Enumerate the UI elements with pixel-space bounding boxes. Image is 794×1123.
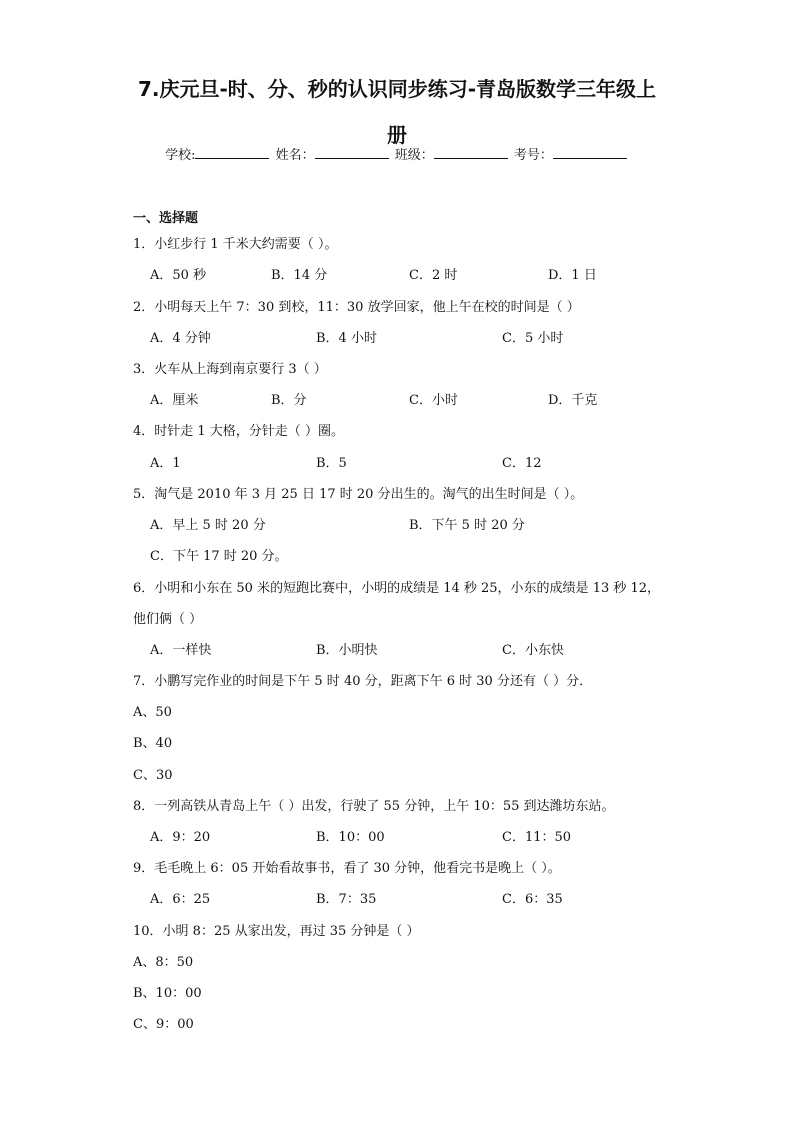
q5-option-a[interactable]: A．早上 5 时 20 分 — [150, 518, 266, 533]
q3-option-a[interactable]: A．厘米 — [150, 393, 199, 408]
number-label: 考号： — [513, 148, 553, 163]
q2-option-a[interactable]: A．4 分钟 — [150, 331, 211, 346]
q6-option-c[interactable]: C．小东快 — [502, 643, 564, 658]
q8-option-c[interactable]: C．11：50 — [502, 830, 572, 845]
question-2: 2．小明每天上午 7：30 到校，11：30 放学回家，他上午在校的时间是（ ） — [133, 300, 580, 315]
q10-option-b[interactable]: B、10：00 — [133, 986, 202, 1001]
title-line-2: 册 — [387, 123, 407, 147]
q10-option-a[interactable]: A、8：50 — [133, 955, 194, 970]
name-label: 姓名： — [275, 148, 315, 163]
q8-option-b[interactable]: B．10：00 — [316, 830, 385, 845]
question-9: 9．毛毛晚上 6：05 开始看故事书，看了 30 分钟，他看完书是晚上（ ）。 — [133, 861, 561, 876]
question-4: 4．时针走 1 大格，分针走（ ）圈。 — [133, 424, 344, 439]
q6-option-a[interactable]: A．一样快 — [150, 643, 212, 658]
question-3: 3．火车从上海到南京要行 3（ ） — [133, 362, 327, 377]
q3-option-d[interactable]: D．千克 — [548, 393, 598, 408]
q2-option-c[interactable]: C．5 小时 — [502, 331, 564, 346]
q1-option-c[interactable]: C．2 时 — [409, 268, 458, 283]
q2-option-b[interactable]: B．4 小时 — [316, 331, 377, 346]
question-5: 5．淘气是 2010 年 3 月 25 日 17 时 20 分出生的。淘气的出生时间是（ ）。 — [133, 487, 584, 502]
q3-option-b[interactable]: B．分 — [271, 393, 307, 408]
school-label: 学校: — [165, 148, 196, 163]
q1-option-d[interactable]: D．1 日 — [548, 268, 597, 283]
name-blank[interactable] — [315, 146, 389, 159]
q4-option-a[interactable]: A．1 — [150, 456, 181, 471]
q9-option-b[interactable]: B．7：35 — [316, 892, 377, 907]
question-6-cont: 他们俩（ ） — [133, 612, 203, 627]
q7-option-a[interactable]: A、50 — [133, 705, 172, 720]
section-heading: 一、选择题 — [133, 211, 199, 226]
q8-option-a[interactable]: A．9：20 — [150, 830, 211, 845]
number-blank[interactable] — [553, 146, 627, 159]
q10-option-c[interactable]: C、9：00 — [133, 1017, 194, 1032]
title-line-1: 7.庆元旦-时、分、秒的认识同步练习-青岛版数学三年级上 — [137, 77, 657, 101]
q7-option-c[interactable]: C、30 — [133, 768, 173, 783]
q3-option-c[interactable]: C．小时 — [409, 393, 458, 408]
question-8: 8．一列高铁从青岛上午（ ）出发，行驶了 55 分钟，上午 10：55 到达潍坊东站。 — [133, 799, 615, 814]
class-blank[interactable] — [434, 146, 508, 159]
class-label: 班级： — [394, 148, 434, 163]
q7-option-b[interactable]: B、40 — [133, 736, 173, 751]
q9-option-c[interactable]: C．6：35 — [502, 892, 563, 907]
question-7: 7．小鹏写完作业的时间是下午 5 时 40 分，距离下午 6 时 30 分还有（ ）分． — [133, 674, 593, 689]
question-6: 6．小明和小东在 50 米的短跑比赛中，小明的成绩是 14 秒 25，小东的成绩是 13 秒 12， — [133, 581, 661, 596]
question-10: 10．小明 8：25 从家出发，再过 35 分钟是（ ） — [133, 924, 420, 939]
q9-option-a[interactable]: A．6：25 — [150, 892, 211, 907]
q1-option-b[interactable]: B．14 分 — [271, 268, 328, 283]
question-1: 1．小红步行 1 千米大约需要（ ）。 — [133, 237, 338, 252]
q1-option-a[interactable]: A．50 秒 — [150, 268, 207, 283]
school-blank[interactable] — [195, 146, 269, 159]
q5-option-b[interactable]: B．下午 5 时 20 分 — [409, 518, 525, 533]
q6-option-b[interactable]: B．小明快 — [316, 643, 378, 658]
q4-option-c[interactable]: C．12 — [502, 456, 542, 471]
q4-option-b[interactable]: B．5 — [316, 456, 347, 471]
q5-option-c[interactable]: C．下午 17 时 20 分。 — [150, 549, 288, 564]
student-info-row — [0, 144, 794, 163]
